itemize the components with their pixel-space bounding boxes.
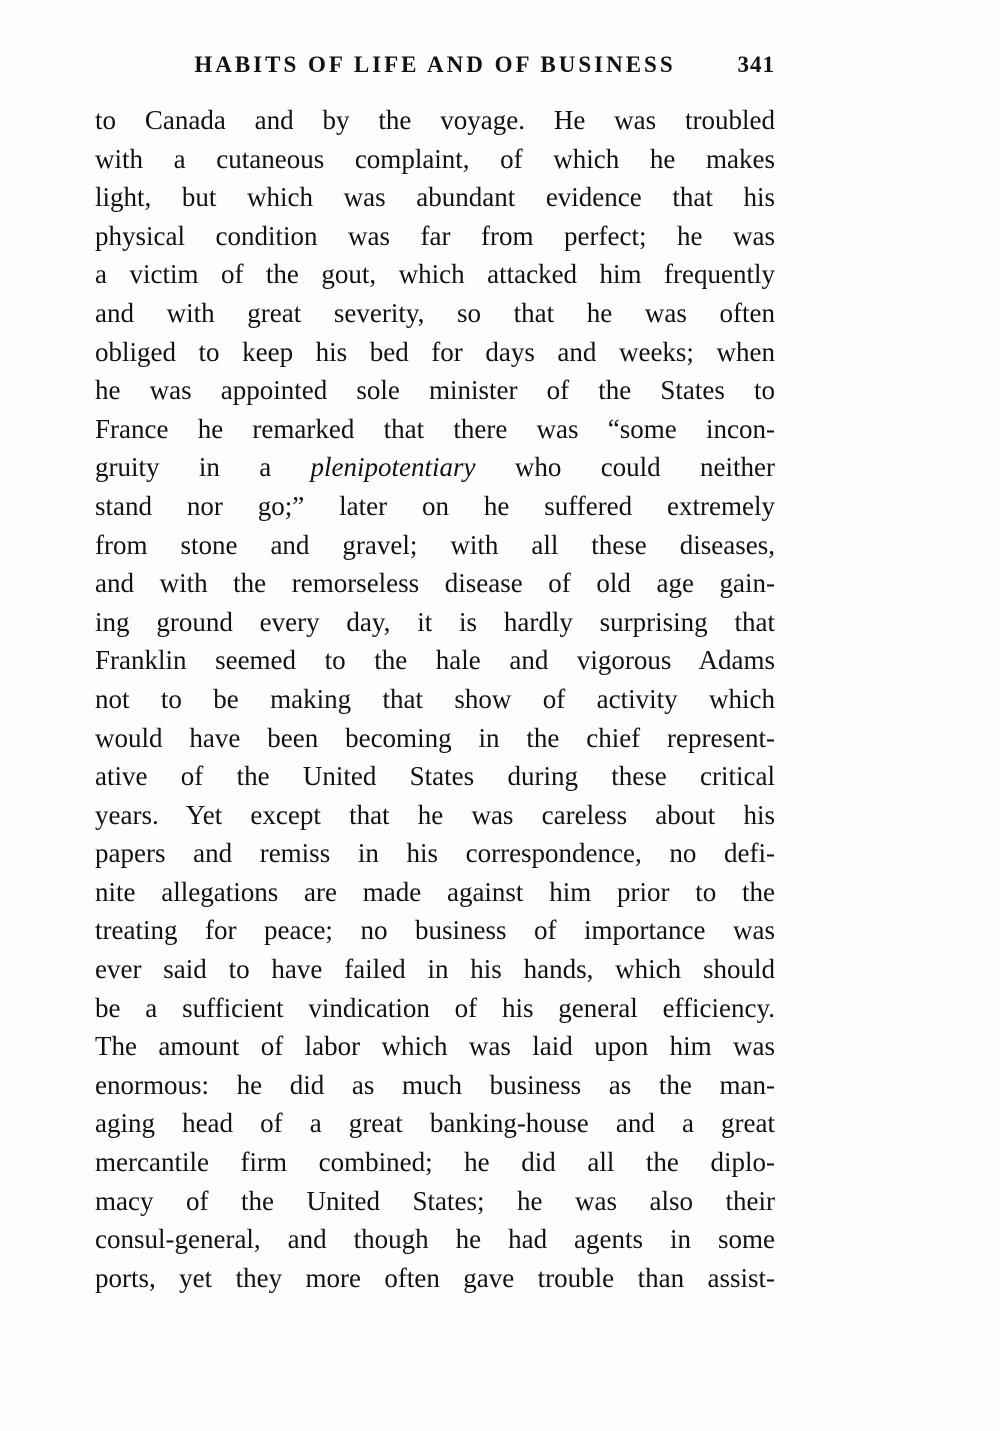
- text-segment: to Canada and by the voyage. He was troubled: [95, 105, 775, 135]
- text-line: [95, 178, 775, 217]
- text-segment: The amount of labor which was laid upon him was: [95, 1031, 775, 1062]
- text-line: [95, 1027, 775, 1066]
- text-line: [95, 1220, 775, 1259]
- text-segment: enormous: he did as much business as the man-: [95, 1069, 775, 1100]
- text-segment: who could neither: [475, 452, 775, 483]
- text-segment: and with the remorseless disease of old age gain-: [95, 568, 775, 599]
- text-segment: not to be making that show of activity which: [95, 683, 775, 714]
- page-body: [95, 101, 775, 1297]
- text-segment: ever said to have failed in his hands, which should: [95, 954, 775, 985]
- text-line: [95, 603, 775, 642]
- text-line: [95, 1066, 775, 1105]
- text-line: [95, 564, 775, 603]
- text-segment: Franklin seemed to the hale and vigorous Adams: [95, 645, 775, 676]
- text-line: [95, 757, 775, 796]
- text-line: [95, 1104, 775, 1143]
- italic-text-segment: plenipotentiary: [310, 452, 476, 483]
- text-segment: years. Yet except that he was careless about his: [95, 799, 775, 830]
- text-segment: mercantile firm combined; he did all the diplo-: [95, 1147, 775, 1178]
- text-line: [95, 680, 775, 719]
- text-line: [95, 140, 775, 179]
- text-line: [95, 719, 775, 758]
- text-segment: France he remarked that there was “some incon-: [95, 413, 775, 444]
- text-segment: light, but which was abundant evidence that his: [95, 182, 775, 213]
- text-segment: ing ground every day, it is hardly surprising that: [95, 606, 775, 637]
- text-segment: macy of the United States; he was also their: [95, 1185, 775, 1216]
- text-line: [95, 873, 775, 912]
- text-segment: papers and remiss in his correspondence, no defi-: [95, 838, 775, 869]
- text-segment: treating for peace; no business of importance was: [95, 915, 775, 946]
- text-segment: ports, yet they more often gave trouble than assist-: [95, 1262, 775, 1293]
- text-segment: from stone and gravel; with all these diseases,: [95, 529, 775, 560]
- text-line: [95, 217, 775, 256]
- text-line: [95, 333, 775, 372]
- text-segment: obliged to keep his bed for days and weeks; when: [95, 336, 775, 367]
- text-segment: ative of the United States during these critical: [95, 761, 775, 792]
- text-line: [95, 487, 775, 526]
- text-segment: nite allegations are made against him prior to the: [95, 876, 775, 907]
- text-line: [95, 294, 775, 333]
- text-line: [95, 911, 775, 950]
- text-segment: stand nor go;” later on he suffered extremely: [95, 490, 775, 521]
- text-segment: physical condition was far from perfect; he was: [95, 220, 775, 251]
- text-line: [95, 796, 775, 835]
- text-segment: would have been becoming in the chief represent-: [95, 722, 775, 753]
- text-segment: a victim of the gout, which attacked him frequently: [95, 259, 775, 290]
- text-line: [95, 410, 775, 449]
- running-header-title: HABITS OF LIFE AND OF BUSINESS: [194, 52, 676, 77]
- text-line: [95, 989, 775, 1028]
- text-line: [95, 526, 775, 565]
- text-line: [95, 448, 775, 487]
- page-number: 341: [737, 52, 775, 77]
- page-header: [95, 52, 775, 84]
- text-line: [95, 101, 775, 140]
- text-segment: and with great severity, so that he was often: [95, 297, 775, 328]
- text-segment: with a cutaneous complaint, of which he makes: [95, 143, 775, 174]
- text-line: [95, 834, 775, 873]
- text-line: [95, 1259, 775, 1298]
- text-line: [95, 1143, 775, 1182]
- text-line: [95, 950, 775, 989]
- text-segment: be a sufficient vindication of his general efficiency.: [95, 992, 775, 1023]
- text-segment: aging head of a great banking-house and a great: [95, 1108, 775, 1139]
- text-segment: gruity in a: [95, 452, 311, 483]
- text-line: [95, 1182, 775, 1221]
- text-segment: he was appointed sole minister of the States to: [95, 375, 775, 406]
- text-line: [95, 641, 775, 680]
- text-segment: consul-general, and though he had agents in some: [95, 1224, 775, 1255]
- text-line: [95, 255, 775, 294]
- text-line: [95, 371, 775, 410]
